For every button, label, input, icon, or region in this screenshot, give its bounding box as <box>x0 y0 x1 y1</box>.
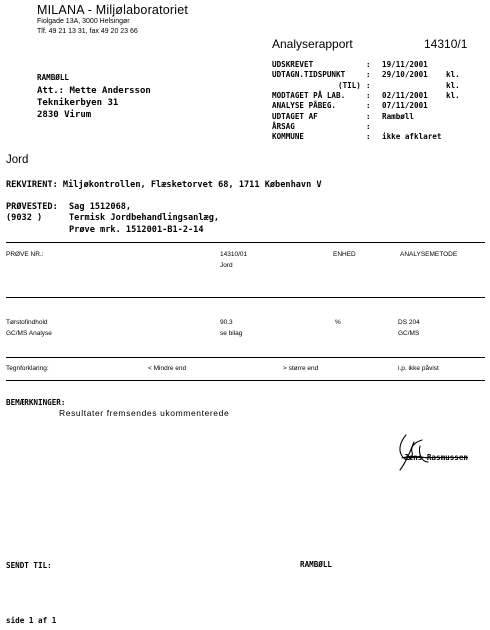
sample-site-label: PRØVESTED: <box>6 202 58 212</box>
meta-separator: : <box>366 101 371 111</box>
result-unit: % <box>335 319 341 326</box>
meta-separator: : <box>366 90 371 100</box>
result-method: GC/MS <box>398 330 420 337</box>
table-top-rule <box>6 242 485 243</box>
legend-greater-than: > større end <box>283 365 319 372</box>
result-name: Tørstofindhold <box>6 319 48 326</box>
recipient-city: 2830 Virum <box>37 110 92 120</box>
legend-less-than: < Mindre end <box>148 365 187 372</box>
sample-site-plant: Termisk Jordbehandlingsanlæg, <box>69 213 220 223</box>
recipient-attention: Att.: Mette Andersson <box>37 86 151 96</box>
handwritten-signature <box>392 432 437 472</box>
meta-suffix: kl. <box>446 80 460 90</box>
sample-matrix-value: Jord <box>220 262 233 269</box>
sent-to-label: SENDT TIL: <box>6 561 52 570</box>
table-header-rule <box>6 297 485 298</box>
recipient-street: Teknikerbyen 31 <box>37 98 119 108</box>
sample-site-case: Sag 1512068, <box>69 202 132 212</box>
meta-value: Rambøll <box>382 111 415 121</box>
legend-not-detected: i.p. ikke påvist <box>398 365 439 372</box>
requester-line: REKVIRENT: Miljøkontrollen, Flæsketorvet 68, 1711 København V <box>6 180 322 190</box>
meta-value: 02/11/2001 <box>382 90 428 100</box>
result-name: GC/MS Analyse <box>6 330 52 337</box>
sample-site-mark: Prøve mrk. 1512001-B1-2-14 <box>69 225 204 235</box>
meta-suffix: kl. <box>446 70 460 80</box>
sample-no-label: PRØVE NR.: <box>6 251 44 258</box>
signatory-name: Jens Rasmussen <box>404 453 469 462</box>
meta-value: 07/11/2001 <box>382 101 428 111</box>
meta-label: UDTAGN.TIDSPUNKT <box>272 70 346 80</box>
report-title: Analyserapport <box>272 37 353 51</box>
meta-label: ÅRSAG <box>272 121 295 131</box>
sample-site-code: (9032 ) <box>6 213 43 223</box>
table-bottom-rule <box>6 357 485 358</box>
meta-separator: : <box>366 111 371 121</box>
meta-label: ANALYSE PÅBEG. <box>272 101 337 111</box>
page-number: side 1 af 1 <box>6 616 57 625</box>
meta-suffix: kl. <box>446 90 460 100</box>
sample-no-value: 14310/01 <box>220 251 248 258</box>
meta-value: 29/10/2001 <box>382 70 428 80</box>
remarks-text: Resultater fremsendes ukommenterede <box>59 408 230 418</box>
meta-label: UDTAGET AF <box>272 111 318 121</box>
meta-value: ikke afklaret <box>382 132 442 142</box>
sent-to-value: RAMBØLL <box>300 560 333 569</box>
remarks-label: BEMÆRKNINGER: <box>6 398 66 407</box>
matrix-label: Jord <box>6 154 29 166</box>
meta-separator: : <box>366 80 371 90</box>
meta-label: MODTAGET PÅ LAB. <box>272 90 346 100</box>
method-header: ANALYSEMETODE <box>400 251 458 258</box>
unit-header: ENHED <box>333 251 356 258</box>
meta-label: KOMMUNE <box>272 132 305 142</box>
company-address: Fiolgade 13A, 3000 Helsingør <box>37 18 130 25</box>
result-value: se bilag <box>220 330 243 337</box>
report-number: 14310/1 <box>424 37 468 51</box>
legend-rule <box>6 380 485 381</box>
meta-separator: : <box>366 121 371 131</box>
result-method: DS 204 <box>398 319 420 326</box>
legend-label: Tegnforklaring: <box>6 365 49 372</box>
meta-label: (TIL) <box>338 80 361 90</box>
meta-label: UDSKREVET <box>272 60 314 69</box>
company-phone-fax: Tlf. 49 21 13 31, fax 49 20 23 66 <box>37 28 138 35</box>
meta-separator: : <box>366 70 371 80</box>
meta-separator: : <box>366 132 371 142</box>
result-value: 90.3 <box>220 319 233 326</box>
recipient-company: RAMBØLL <box>37 73 70 82</box>
company-name: MILANA - Miljølaboratoriet <box>37 3 189 17</box>
meta-separator: : <box>366 60 371 69</box>
meta-value: 19/11/2001 <box>382 60 428 69</box>
